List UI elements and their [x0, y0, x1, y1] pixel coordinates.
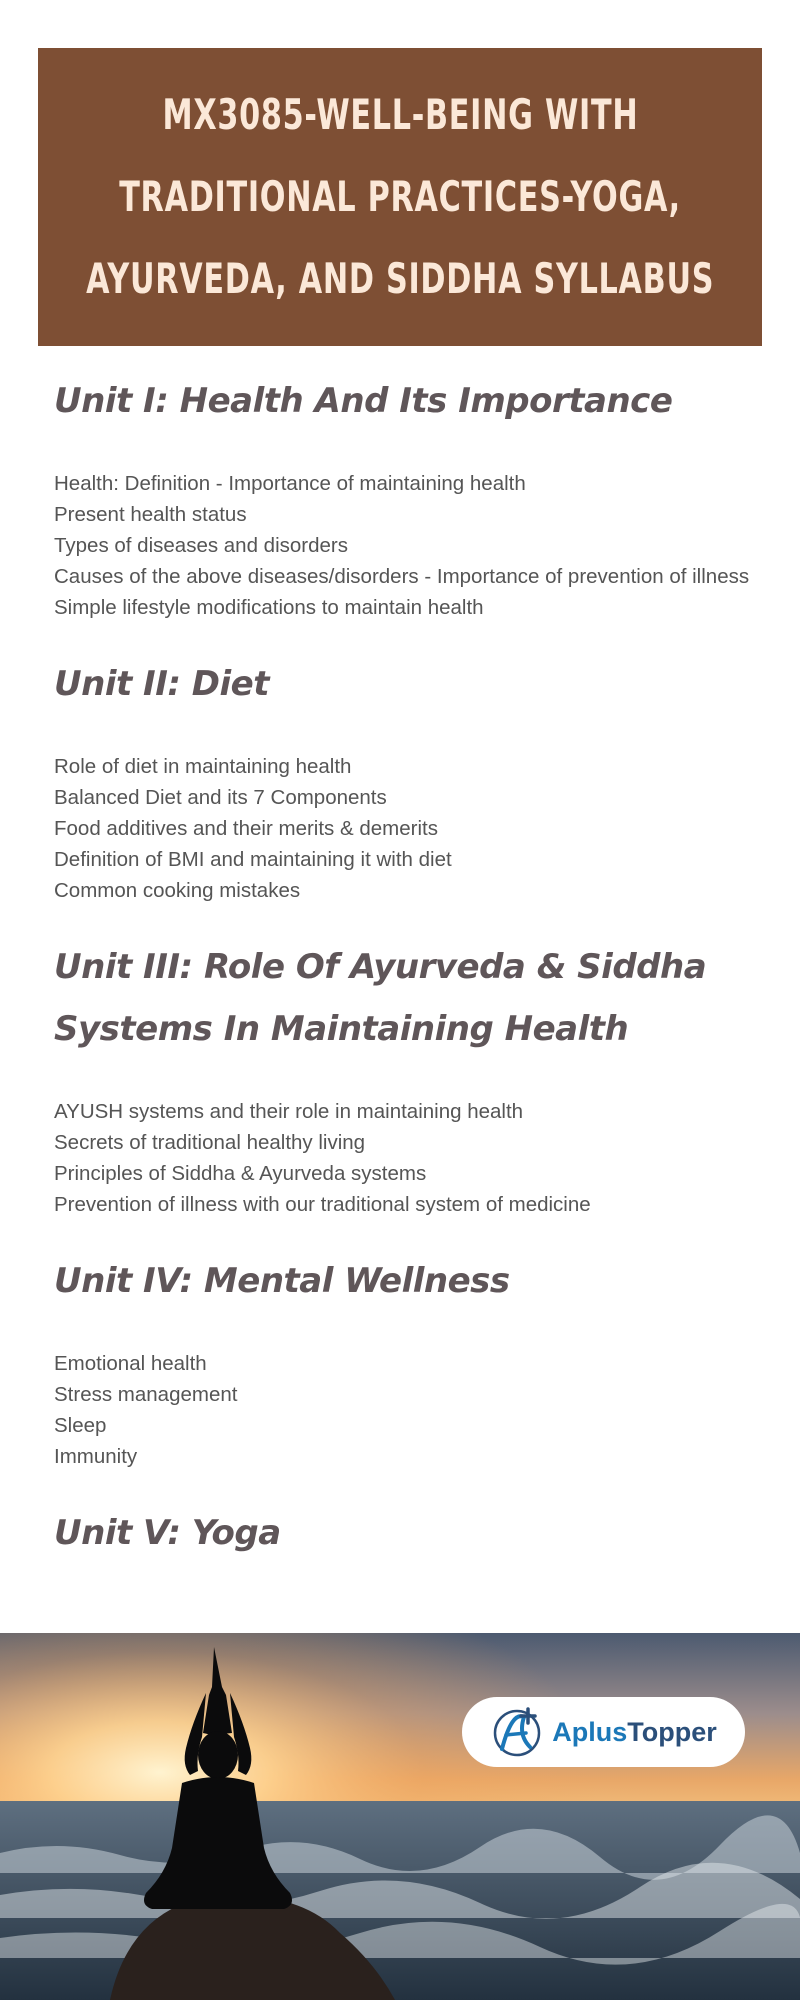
topic-item: Simple lifestyle modifications to maintain health [54, 596, 484, 619]
topic-item: Types of diseases and disorders [54, 534, 348, 557]
topic-item: Immunity [54, 1445, 138, 1468]
unit-5 [54, 1502, 754, 1564]
topic-item: Secrets of traditional healthy living [54, 1131, 366, 1154]
topic-item: Present health status [54, 503, 247, 526]
sunset-scene [0, 1633, 800, 2000]
topic-item: Sleep [54, 1414, 107, 1437]
topic-item: Common cooking mistakes [54, 879, 301, 902]
yoga-sunset-illustration [0, 1633, 800, 2000]
unit-4 [54, 1250, 754, 1472]
topic-item: Food additives and their merits & demerits [54, 817, 438, 840]
unit-1 [54, 370, 754, 623]
topic-item: Prevention of illness with our traditional system of medicine [54, 1193, 591, 1216]
unit-heading: Unit IV: Mental Wellness [54, 1261, 510, 1301]
title-line-2: TRADITIONAL PRACTICES-YOGA, [119, 172, 681, 221]
unit-topic-list [54, 468, 754, 623]
unit-topic-list [54, 751, 754, 906]
topic-item: Emotional health [54, 1352, 207, 1375]
unit-heading: Unit I: Health And Its Importance [54, 381, 673, 421]
logo-aplus-text: Aplus [552, 1716, 628, 1747]
logo-topper-text: Topper [627, 1716, 717, 1747]
topic-item: Health: Definition - Importance of maintaining health [54, 472, 526, 495]
topic-item: Principles of Siddha & Ayurveda systems [54, 1162, 427, 1185]
topic-item: Stress management [54, 1383, 238, 1406]
title-banner [38, 48, 762, 346]
title-line-1: MX3085-WELL-BEING WITH [162, 90, 638, 139]
unit-2 [54, 653, 754, 906]
unit-3 [54, 936, 754, 1220]
aplus-topper-logo [462, 1697, 745, 1767]
unit-topic-list [54, 1096, 754, 1220]
topic-item: Role of diet in maintaining health [54, 755, 352, 778]
unit-heading: Unit II: Diet [54, 664, 269, 704]
unit-topic-list [54, 1348, 754, 1472]
topic-item: Causes of the above diseases/disorders - Importance of prevention of illness [54, 565, 750, 588]
title-line-3: AYURVEDA, AND SIDDHA SYLLABUS [85, 254, 715, 303]
units-content [54, 370, 754, 1594]
unit-heading: Unit III: Role Of Ayurveda & Siddha Systems In Maintaining Health [54, 947, 707, 1049]
unit-heading: Unit V: Yoga [54, 1513, 281, 1553]
topic-item: AYUSH systems and their role in maintaining health [54, 1100, 524, 1123]
topic-item: Balanced Diet and its 7 Components [54, 786, 387, 809]
logo-wordmark [552, 1717, 717, 1748]
topic-item: Definition of BMI and maintaining it with diet [54, 848, 452, 871]
aplus-topper-logo-icon [490, 1705, 544, 1759]
